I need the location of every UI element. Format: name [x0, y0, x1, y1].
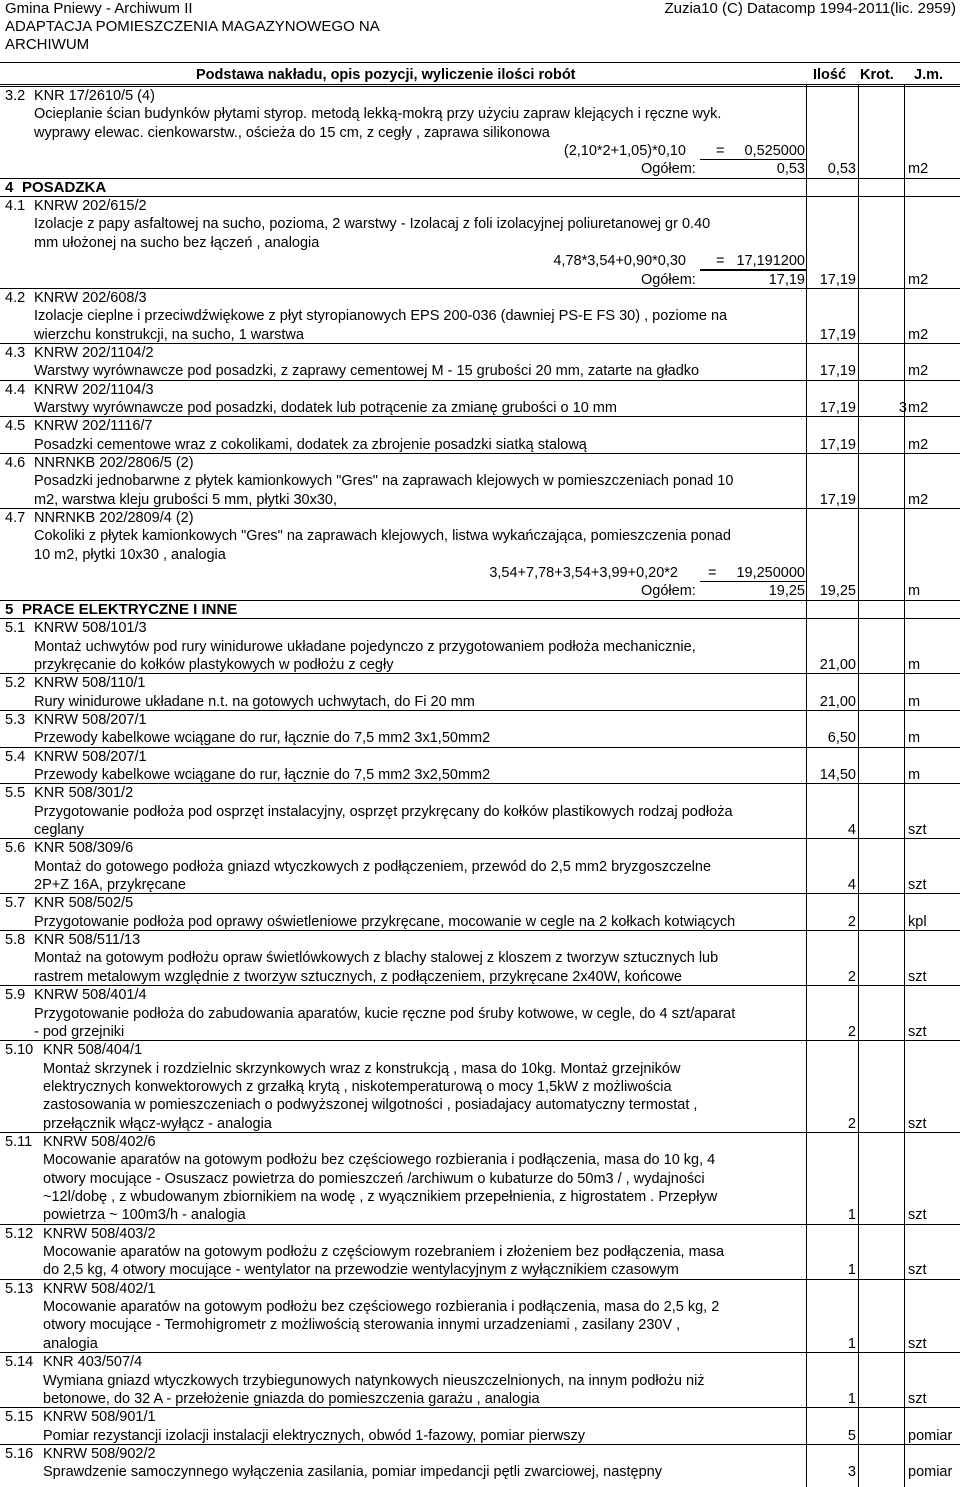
- description-line: Wymiana gniazd wtyczkowych trzybiegunowych natynkowych nieuszczelnionych, na innym podłożu niż: [43, 1372, 705, 1389]
- unit-value: m2: [908, 399, 929, 416]
- row-lastw: [0, 1390, 960, 1408]
- equals-sign: =: [716, 253, 725, 270]
- row-text: [0, 124, 960, 142]
- header-bottom-rule: [0, 84, 960, 85]
- quantity-value: 17,19: [819, 326, 856, 343]
- row-section: [0, 179, 960, 197]
- row-last: [0, 968, 960, 986]
- unit-value: szt: [908, 822, 927, 838]
- row-item: [0, 931, 960, 949]
- description-line: do 2,5 kg, 4 otwory mocujące - wentylator na przewodzie wentylacyjnym z wyłącznikiem czasowym: [43, 1262, 679, 1279]
- description-line: ~12l/dobę , z wbudowanym zbiornikiem na wodę , z wyącznikiem przepełnienia, z higrostatem . Przepływ: [43, 1189, 718, 1205]
- position-code: KNRW 508/403/2: [43, 1225, 156, 1242]
- position-number: 5.7: [5, 895, 26, 912]
- quantity-value: 1: [847, 1262, 856, 1279]
- position-number: 5.10: [5, 1042, 34, 1059]
- row-item: [0, 344, 960, 362]
- quantity-value: 3: [847, 1464, 856, 1481]
- quantity-value: 17,19: [819, 491, 856, 508]
- unit-value: m2: [908, 363, 929, 380]
- total-value: 19,25: [768, 583, 805, 600]
- column-qty: Ilość: [813, 67, 847, 83]
- position-code: NNRNKB 202/2806/5 (2): [34, 455, 194, 471]
- position-code: KNRW 508/402/1: [43, 1280, 156, 1297]
- unit-value: szt: [908, 1115, 927, 1132]
- position-code: KNR 508/511/13: [34, 932, 141, 949]
- unit-value: pomiar: [908, 1427, 953, 1444]
- description-line: Rury winidurowe układane n.t. na gotowych uchwytach, do Fi 20 mm: [34, 693, 475, 710]
- quantity-value: 17,19: [819, 436, 856, 453]
- row-item: [0, 1280, 960, 1298]
- description-line: ceglany: [34, 822, 84, 838]
- row-textw: [0, 1188, 960, 1206]
- position-number: 5.8: [5, 932, 26, 949]
- row-last: [0, 436, 960, 454]
- row-textw: [0, 1372, 960, 1390]
- position-code: KNR 508/309/6: [34, 840, 134, 857]
- description-line: Mocowanie aparatów na gotowym podłożu bez częściowego rozbierania i podłączenia, masa do 2,5 kg, 2: [43, 1299, 720, 1316]
- row-item: [0, 894, 960, 912]
- quantity-value: 2: [847, 1023, 856, 1040]
- description-line: Przewody kabelkowe wciągane do rur, łącznie do 7,5 mm2 3x1,50mm2: [34, 730, 491, 747]
- row-total: [0, 160, 960, 178]
- description-line: Przygotowanie podłoża pod osprzęt instalacyjny, osprzęt przykręcany do kołków plastikowych rodzaj podłoża: [34, 803, 733, 820]
- quantity-value: 2: [847, 913, 856, 930]
- row-text: [0, 638, 960, 656]
- description-line: otwory mocujące - Termohigrometr z możliwością sterowania innymi urzadzeniami , zasilany 230V ,: [43, 1317, 681, 1334]
- position-number: 5.11: [5, 1133, 33, 1150]
- total-label: Ogółem:: [641, 271, 696, 288]
- position-code: KNRW 508/101/3: [34, 620, 147, 637]
- calculation-expression: 3,54+7,78+3,54+3,99+0,20*2: [489, 565, 678, 582]
- unit-value: m: [908, 693, 921, 710]
- row-last: [0, 693, 960, 711]
- row-text: [0, 546, 960, 564]
- row-item: [0, 619, 960, 637]
- description-line: Przygotowanie podłoża pod oprawy oświetleniowe przykręcane, mocowanie w cegle na 2 kołkach kotwiących: [34, 913, 736, 930]
- position-number: 4.1: [5, 198, 26, 215]
- column-krot: Krot.: [860, 67, 894, 83]
- position-code: KNRW 508/401/4: [34, 987, 147, 1004]
- unit-value: m: [908, 766, 921, 783]
- quantity-value: 4: [847, 822, 856, 838]
- description-line: 2P+Z 16A, przykręcane: [34, 877, 186, 894]
- position-number: 5.1: [5, 620, 26, 637]
- description-line: m2, warstwa kleju grubości 5 mm, płytki 30x30,: [34, 491, 337, 508]
- row-text: [0, 307, 960, 325]
- row-item: [0, 454, 960, 472]
- header-line-2: ADAPTACJA POMIESZCZENIA MAGAZYNOWEGO NA: [5, 18, 380, 35]
- unit-value: m2: [908, 491, 929, 508]
- quantity-value: 1: [847, 1390, 856, 1407]
- row-lastw: [0, 1206, 960, 1224]
- row-item: [0, 784, 960, 802]
- header-top-rule: [0, 62, 960, 63]
- position-code: KNRW 202/615/2: [34, 198, 147, 215]
- total-label: Ogółem:: [641, 161, 696, 178]
- equals-sign: =: [708, 565, 717, 582]
- description-line: Warstwy wyrównawcze pod posadzki, dodatek lub potrącenie za zmianę grubości o 10 mm: [34, 399, 617, 416]
- description-line: powietrza ~ 100m3/h - analogia: [43, 1207, 246, 1224]
- row-last: [0, 491, 960, 509]
- quantity-value: 14,50: [819, 766, 856, 783]
- position-code: KNR 403/507/4: [43, 1354, 143, 1371]
- row-section: [0, 601, 960, 619]
- row-last: [0, 326, 960, 344]
- description-line: Izolacje z papy asfaltowej na sucho, pozioma, 2 warstwy - Izolacaj z foli izolacyjnej poliuretanowej gr 0.40: [34, 216, 711, 233]
- calculation-result: 0,525000: [744, 143, 805, 160]
- row-text: [0, 472, 960, 490]
- unit-value: m2: [908, 326, 929, 343]
- quantity-value: 1: [847, 1207, 856, 1224]
- calculation-result: 17,191200: [736, 253, 805, 270]
- description-line: Cokoliki z płytek kamionkowych "Gres" na zaprawach klejowych, listwa wykańczająca, pomieszczenia ponad: [34, 528, 731, 545]
- position-number: 5.13: [5, 1280, 34, 1297]
- quantity-value: 6,50: [827, 730, 856, 747]
- description-line: Montaż na gotowym podłożu opraw świetlówkowych z blachy stalowej z kloszem z tworzyw sztucznych lub: [34, 950, 719, 967]
- position-number: 4.3: [5, 344, 26, 361]
- position-code: KNR 17/2610/5 (4): [34, 88, 155, 104]
- row-calc: [0, 142, 960, 160]
- row-textw: [0, 1060, 960, 1078]
- column-desc: Podstawa nakładu, opis pozycji, wyliczenie ilości robót: [196, 67, 576, 83]
- row-item: [0, 1225, 960, 1243]
- row-total: [0, 582, 960, 600]
- position-code: KNRW 202/608/3: [34, 289, 147, 306]
- quantity-value: 1: [847, 1335, 856, 1352]
- quantity-value: 5: [847, 1427, 856, 1444]
- description-line: Mocowanie aparatów na gotowym podłożu z częściowym rozebraniem i złożeniem bez podłączenia, masa: [43, 1244, 725, 1261]
- row-lastw: [0, 1115, 960, 1133]
- description-line: - pod grzejniki: [34, 1023, 125, 1040]
- total-value: 17,19: [768, 271, 805, 288]
- section-number: 5: [5, 600, 14, 618]
- row-item: [0, 674, 960, 692]
- description-line: mm ułożonej na sucho bez łączeń , analogia: [34, 234, 320, 251]
- row-textw: [0, 1170, 960, 1188]
- unit-value: szt: [908, 1207, 927, 1224]
- row-last: [0, 876, 960, 894]
- row-text: [0, 949, 960, 967]
- quantity-value: 19,25: [819, 583, 856, 600]
- unit-value: szt: [908, 968, 927, 985]
- position-number: 5.14: [5, 1354, 34, 1371]
- row-text: [0, 803, 960, 821]
- position-code: KNRW 508/902/2: [43, 1445, 156, 1462]
- position-number: 4.6: [5, 455, 26, 471]
- row-item: [0, 839, 960, 857]
- position-number: 5.5: [5, 785, 26, 802]
- row-item: [0, 748, 960, 766]
- description-line: Pomiar rezystancji izolacji instalacji elektrycznych, obwód 1-fazowy, pomiar pierwszy: [43, 1427, 586, 1444]
- quantity-value: 2: [847, 1115, 856, 1132]
- row-calc: [0, 252, 960, 270]
- calculation-expression: (2,10*2+1,05)*0,10: [563, 143, 686, 160]
- row-last: [0, 656, 960, 674]
- row-item: [0, 986, 960, 1004]
- description-line: Montaż uchwytów pod rury winidurowe układane pojedynczo z przygotowaniem podłoża mechanicznie,: [34, 638, 696, 655]
- unit-value: szt: [908, 1335, 927, 1352]
- position-code: KNRW 202/1116/7: [34, 418, 153, 435]
- row-total: [0, 271, 960, 289]
- quantity-value: 17,19: [819, 399, 856, 416]
- row-item: [0, 417, 960, 435]
- position-number: 5.4: [5, 748, 26, 765]
- unit-value: m: [908, 583, 921, 600]
- multiplier-value: 3: [898, 399, 907, 416]
- row-item: [0, 1353, 960, 1371]
- description-line: otwory mocujące - Osuszacz powietrza do pomieszczeń /archiwum o kubaturze do 50m3 / , wydajności: [43, 1170, 705, 1187]
- description-line: przełącznik włącz-wyłącz - analogia: [43, 1115, 272, 1132]
- row-last: [0, 729, 960, 747]
- row-last: [0, 766, 960, 784]
- column-jm: J.m.: [914, 67, 944, 83]
- quantity-value: 21,00: [819, 693, 856, 710]
- description-line: Montaż do gotowego podłoża gniazd wtyczkowych z podłączeniem, przewód do 2,5 mm2 bryzgoszczelne: [34, 858, 712, 875]
- equals-sign: =: [716, 143, 725, 160]
- calculation-result: 19,250000: [736, 565, 805, 582]
- description-line: Sprawdzenie samoczynnego wyłączenia zasilania, pomiar impedancji pętli zwarciowej, następny: [43, 1464, 662, 1481]
- row-item: [0, 711, 960, 729]
- row-lastw: [0, 1463, 960, 1481]
- row-item: [0, 1133, 960, 1151]
- quantity-value: 4: [847, 877, 856, 894]
- total-label: Ogółem:: [641, 583, 696, 600]
- unit-value: szt: [908, 877, 927, 894]
- description-line: Przewody kabelkowe wciągane do rur, łącznie do 7,5 mm2 3x2,50mm2: [34, 766, 491, 783]
- position-code: KNR 508/502/5: [34, 895, 134, 912]
- unit-value: m2: [908, 271, 929, 288]
- position-number: 5.12: [5, 1225, 34, 1242]
- position-number: 4.2: [5, 289, 26, 306]
- position-code: KNR 508/301/2: [34, 785, 134, 802]
- row-textw: [0, 1298, 960, 1316]
- row-lastw: [0, 1427, 960, 1445]
- position-number: 4.5: [5, 418, 26, 435]
- quantity-value: 17,19: [819, 271, 856, 288]
- description-line: elektrycznych konwektorowych z grzałką krytą , niskotemperaturową o mocy 1,5kW z możliwościa: [43, 1078, 672, 1095]
- unit-value: szt: [908, 1390, 927, 1407]
- row-text: [0, 215, 960, 233]
- description-line: przykręcanie do kołków plastykowych w podłożu z cegły: [34, 656, 394, 673]
- row-text: [0, 1005, 960, 1023]
- row-item: [0, 197, 960, 215]
- description-line: wyprawy elewac. cienkowarstw., ościeża do 15 cm, z cegły , zaprawa silikonowa: [34, 124, 550, 141]
- unit-value: kpl: [908, 913, 927, 930]
- description-line: analogia: [43, 1335, 98, 1352]
- unit-value: m2: [908, 161, 929, 178]
- description-line: wierzchu konstrukcji, na sucho, 1 warstwa: [34, 326, 304, 343]
- document-header-left: [5, 0, 380, 54]
- description-line: 10 m2, płytki 10x30 , analogia: [34, 546, 226, 563]
- description-line: Posadzki jednobarwne z płytek kamionkowych "Gres" na zaprawach klejowych w pomieszczeniach ponad 10: [34, 473, 734, 490]
- position-code: KNRW 508/110/1: [34, 675, 146, 692]
- description-line: Posadzki cementowe wraz z cokolikami, dodatek za zbrojenie posadzki siatką stalową: [34, 436, 587, 453]
- row-calc: [0, 564, 960, 582]
- column-header: [0, 66, 960, 84]
- position-code: KNRW 508/207/1: [34, 711, 147, 728]
- position-code: KNRW 508/207/1: [34, 748, 147, 765]
- description-line: zastosowania w pomieszczeniach o podwyższonej wilgotności , posiadajacy automatyczny termostat ,: [43, 1097, 698, 1114]
- description-line: Ocieplanie ścian budynków płytami styrop. metodą lekką-mokrą przy użyciu zapraw klejących i ręczne wyk.: [34, 106, 722, 123]
- row-item: [0, 381, 960, 399]
- position-number: 5.2: [5, 675, 26, 692]
- header-line-3: ARCHIWUM: [5, 36, 90, 53]
- total-value: 0,53: [776, 161, 805, 178]
- position-code: KNRW 202/1104/2: [34, 344, 154, 361]
- row-textw: [0, 1096, 960, 1114]
- position-code: KNRW 508/901/1: [43, 1409, 156, 1426]
- row-last: [0, 362, 960, 380]
- unit-value: szt: [908, 1023, 927, 1040]
- position-number: 5.3: [5, 711, 26, 728]
- description-line: rastrem metalowym względnie z tworzyw sztucznych, z podłączeniem, przykręcane 2x40W, końcowe: [34, 968, 682, 985]
- position-number: 4.7: [5, 510, 26, 527]
- position-code: KNRW 202/1104/3: [34, 381, 154, 398]
- quantity-value: 17,19: [819, 363, 856, 380]
- row-lastw: [0, 1335, 960, 1353]
- row-item: [0, 1041, 960, 1059]
- row-last: [0, 821, 960, 839]
- row-last: [0, 913, 960, 931]
- unit-value: m: [908, 656, 921, 673]
- position-number: 5.6: [5, 840, 26, 857]
- unit-value: szt: [908, 1262, 927, 1279]
- row-textw: [0, 1078, 960, 1096]
- row-item: [0, 289, 960, 307]
- row-item: [0, 509, 960, 527]
- position-code: KNRW 508/402/6: [43, 1133, 156, 1150]
- row-item: [0, 1408, 960, 1426]
- position-number: 4.4: [5, 381, 26, 398]
- row-last: [0, 399, 960, 417]
- document-header-right: Zuzia10 (C) Datacomp 1994-2011(lic. 2959): [664, 0, 956, 17]
- row-item: [0, 87, 960, 105]
- row-last: [0, 1023, 960, 1041]
- row-textw: [0, 1243, 960, 1261]
- quantity-value: 0,53: [827, 161, 856, 178]
- position-number: 5.9: [5, 987, 26, 1004]
- quantity-value: 21,00: [819, 656, 856, 673]
- row-text: [0, 105, 960, 123]
- description-line: Przygotowanie podłoża do zabudowania aparatów, kucie ręczne pod śruby kotwowe, w cegle, do 4 szt/aparat: [34, 1005, 736, 1022]
- row-text: [0, 858, 960, 876]
- header-line-1: Gmina Pniewy - Archiwum II: [5, 0, 193, 17]
- calculation-expression: 4,78*3,54+0,90*0,30: [553, 253, 686, 270]
- row-text: [0, 234, 960, 252]
- unit-value: m: [908, 730, 921, 747]
- unit-value: pomiar: [908, 1464, 953, 1481]
- description-line: betonowe, do 32 A - przełożenie gniazda do pomieszczenia garażu , analogia: [43, 1390, 540, 1407]
- description-line: Izolacje cieplne i przeciwdźwiękowe z płyt styropianowych EPS 200-036 (dawniej PS-E FS 30) , poziome na: [34, 308, 728, 325]
- position-number: 3.2: [5, 88, 26, 104]
- position-code: KNR 508/404/1: [43, 1042, 143, 1059]
- unit-value: m2: [908, 436, 929, 453]
- section-title: POSADZKA: [22, 178, 107, 196]
- section-title: PRACE ELEKTRYCZNE I INNE: [22, 600, 238, 618]
- row-lastw: [0, 1261, 960, 1279]
- position-number: 5.16: [5, 1445, 34, 1462]
- row-text: [0, 527, 960, 545]
- row-textw: [0, 1151, 960, 1169]
- position-number: 5.15: [5, 1409, 34, 1426]
- description-line: Mocowanie aparatów na gotowym podłożu bez częściowego rozbierania i podłączenia, masa do 10 kg, 4: [43, 1152, 716, 1169]
- description-line: Montaż skrzynek i rozdzielnic skrzynkowych wraz z konstrukcją , masa do 10kg. Montaż grzejników: [43, 1060, 681, 1077]
- position-code: NNRNKB 202/2809/4 (2): [34, 510, 194, 527]
- description-line: Warstwy wyrównawcze pod posadzki, z zaprawy cementowej M - 15 grubości 20 mm, zatarte na gładko: [34, 363, 700, 380]
- quantity-value: 2: [847, 968, 856, 985]
- section-number: 4: [5, 178, 14, 196]
- row-item: [0, 1445, 960, 1463]
- row-textw: [0, 1316, 960, 1334]
